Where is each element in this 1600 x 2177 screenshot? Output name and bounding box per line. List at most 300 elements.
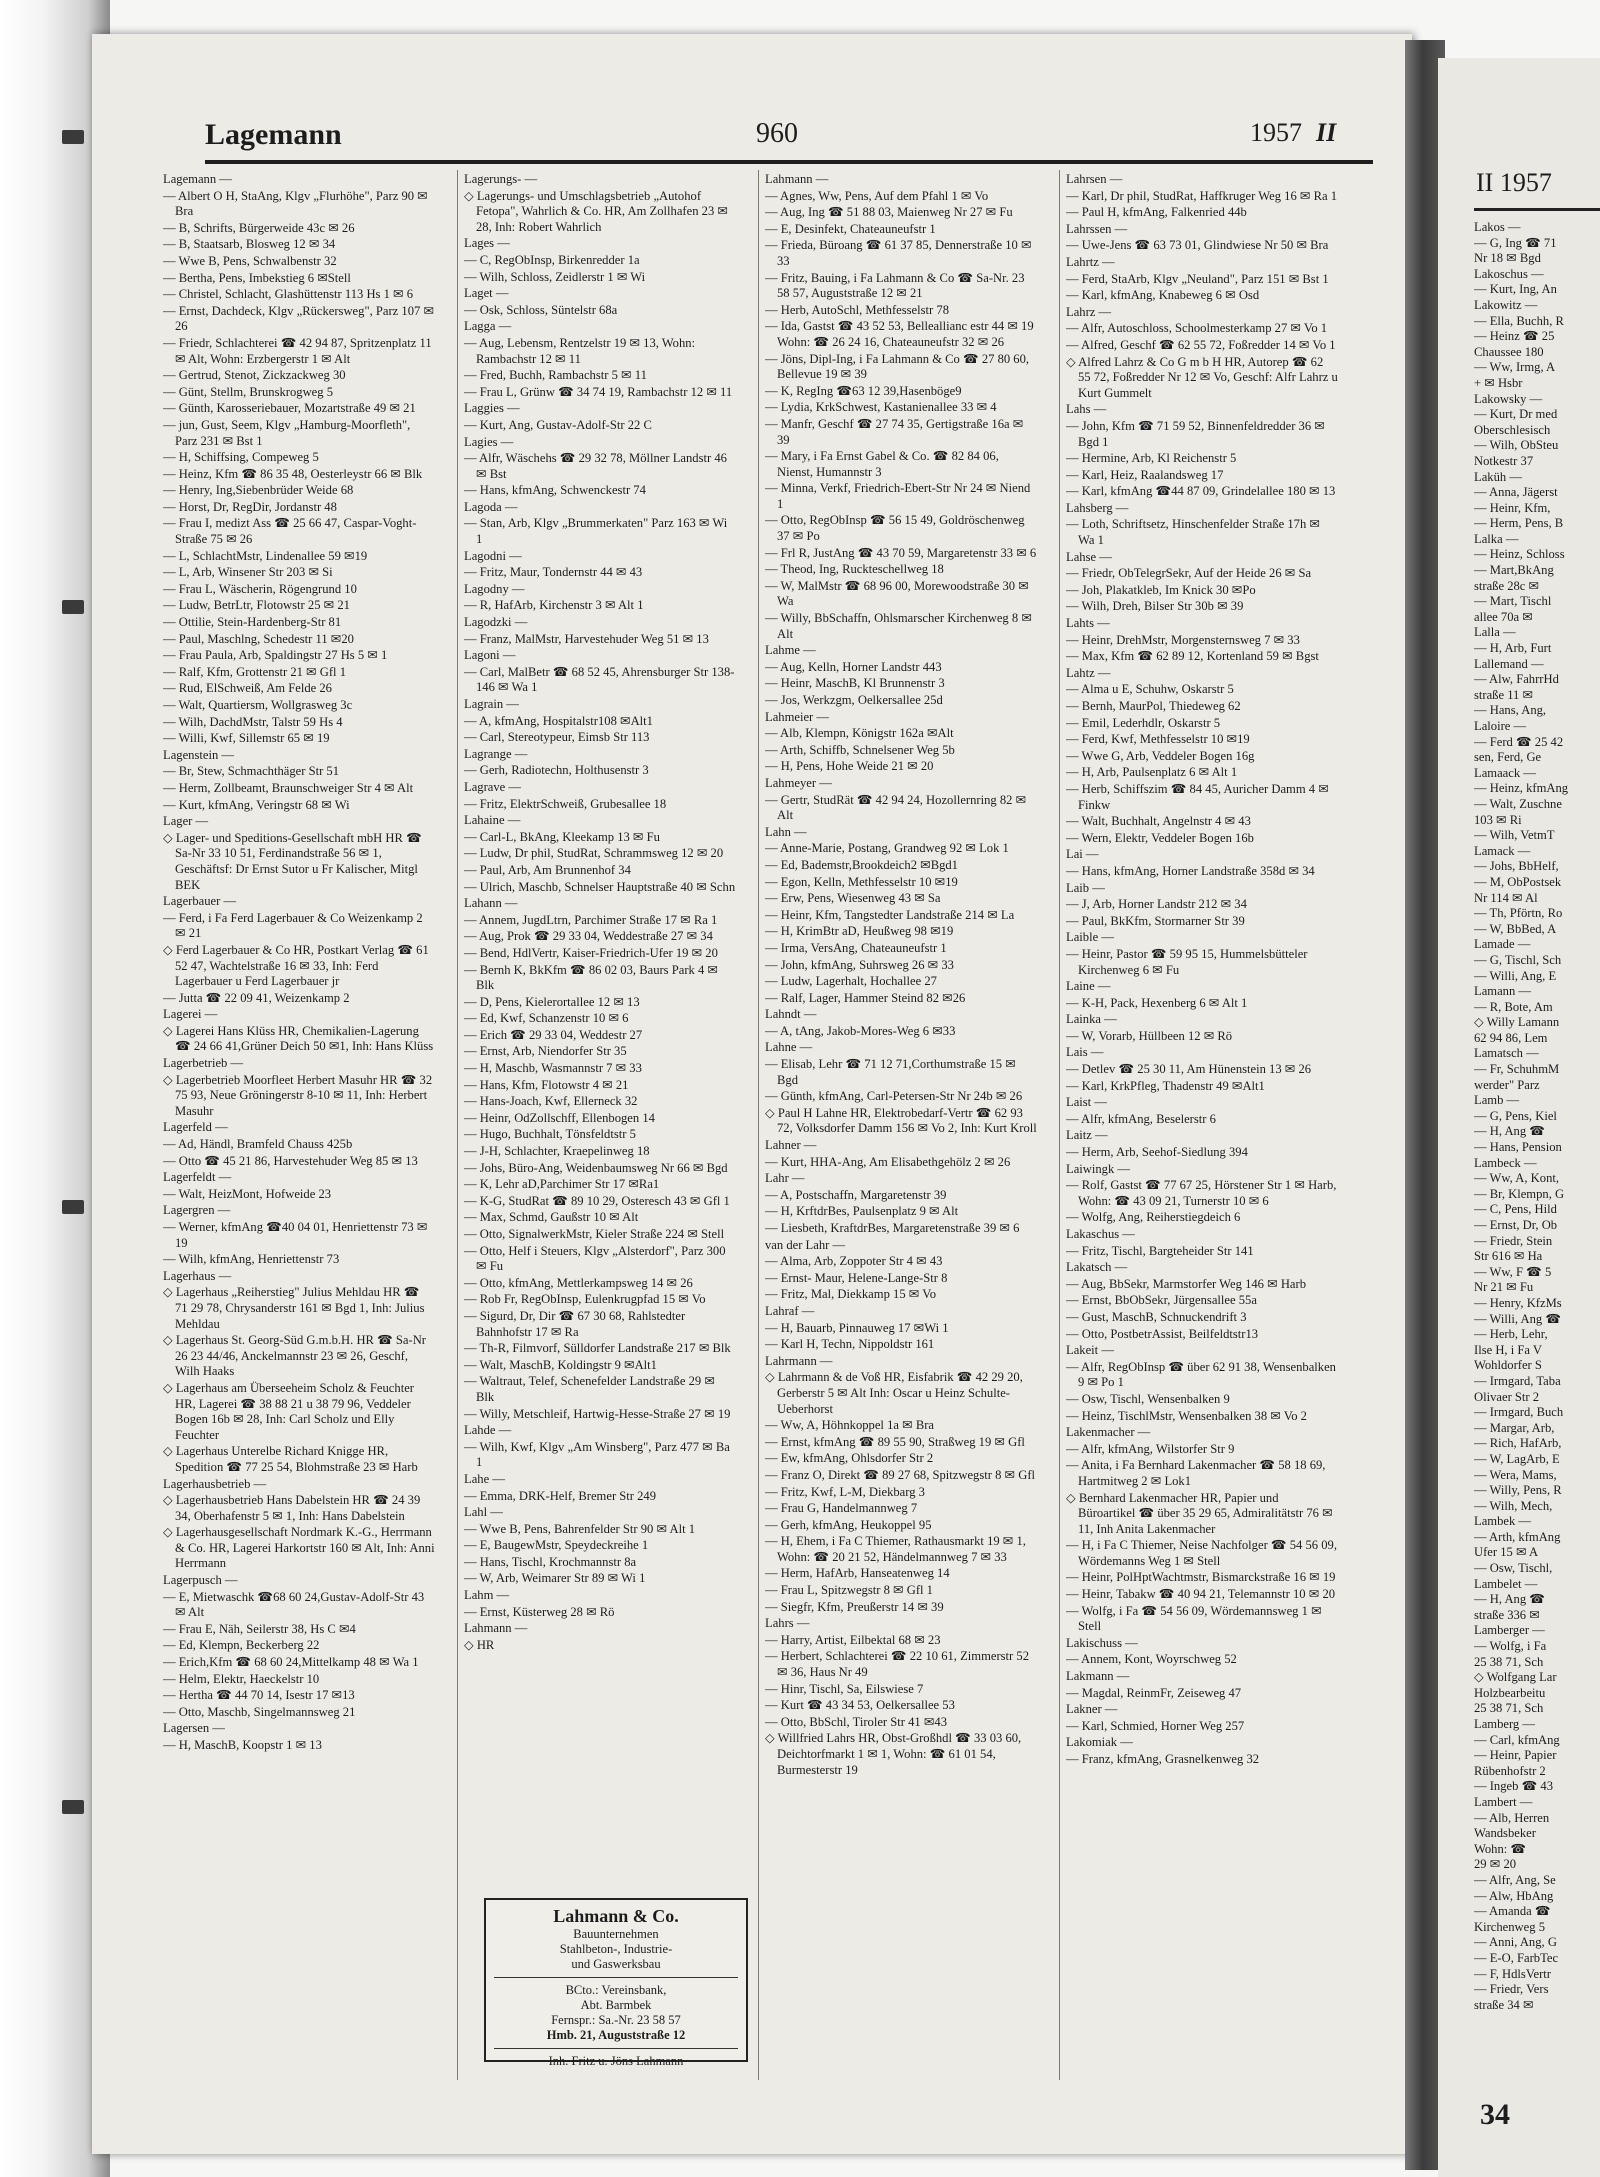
next-page-entry: — Anna, Jägerst (1474, 485, 1558, 500)
directory-entry: Lakatsch — (1066, 1260, 1128, 1275)
next-page-entry: — Br, Klempn, G (1474, 1186, 1565, 1201)
directory-entry: — Ed, Klempn, Beckerberg 22 (163, 1638, 320, 1653)
next-page-entry: — Mart,BkAng (1474, 563, 1554, 578)
directory-entry: — Fritz, Kwf, L-M, Diekbarg 3 (765, 1484, 925, 1499)
directory-entry: — E, Mietwaschk ☎68 60 24,Gustav-Adolf-Str 43 ✉ Alt (163, 1589, 425, 1620)
directory-entry: — Helm, Elektr, Haeckelstr 10 (163, 1671, 320, 1686)
directory-entry: — Heinr, MaschB, Kl Brunnenstr 3 (765, 676, 945, 691)
next-page-entry: Oberschlesisch (1474, 422, 1551, 437)
directory-entry: — Erich ☎ 29 33 04, Weddestr 27 (464, 1027, 643, 1042)
header-rule (205, 160, 1373, 164)
directory-entry: — Max, Schmd, Gaußstr 10 ✉ Alt (464, 1210, 639, 1225)
directory-entry: — Alb, Klempn, Königstr 162a ✉Alt (765, 726, 954, 741)
directory-entry: — Gust, MaschB, Schnuckendrift 3 (1066, 1309, 1247, 1324)
next-page-entry: Lambelet — (1474, 1576, 1538, 1591)
directory-entry: — Otto ☎ 45 21 86, Harvestehuder Weg 85 ✉ 13 (163, 1153, 418, 1168)
directory-entry: Lai — (1066, 847, 1099, 862)
directory-entry: Lais — (1066, 1045, 1104, 1060)
directory-entry: — Ludw, Lagerhalt, Hochallee 27 (765, 974, 937, 989)
directory-entry: Lainka — (1066, 1012, 1117, 1027)
next-page-entry: Laloire — (1474, 719, 1527, 733)
header-volume: II (1316, 118, 1337, 147)
directory-entry: — Liesbeth, KraftdrBes, Margaretenstraße 39 ✉ 6 (765, 1221, 1020, 1235)
next-page-entry: Lakowsky — (1474, 391, 1543, 406)
directory-entry: Lahndt — (765, 1007, 817, 1022)
directory-entry: — Anita, i Fa Bernhard Lakenmacher ☎ 58 18 69, Hartmitweg 2 ✉ Lok1 (1066, 1458, 1326, 1488)
directory-entry: — Annem, JugdLtrn, Parchimer Straße 17 ✉ Ra 1 (464, 912, 718, 927)
directory-entry: — Harry, Artist, Eilbektal 68 ✉ 23 (765, 1632, 941, 1647)
directory-entry: — L, Arb, Winsener Str 203 ✉ Si (163, 565, 333, 580)
edge-mark (62, 1800, 84, 1814)
directory-entry: Lakmann — (1066, 1669, 1130, 1684)
next-page-entry: — Anni, Ang, G (1474, 1935, 1557, 1950)
directory-entry: Lagrange — (464, 746, 528, 761)
directory-entry: — Frieda, Büroang ☎ 61 37 85, Dennerstraße 10 ✉ 33 (765, 238, 1032, 268)
directory-entry: Lagies — (464, 434, 514, 449)
directory-entry: — Ernst, Küsterweg 28 ✉ Rö (464, 1604, 615, 1619)
next-page-entry: sen, Ferd, Ge (1474, 750, 1542, 765)
next-page-entry: — W, BbBed, A (1474, 921, 1557, 936)
next-page-entry: — Wilh, Mech, (1474, 1498, 1553, 1513)
next-page-entry: — Ww, Irmg, A (1474, 360, 1556, 375)
next-page-entry: — Kurt, Dr med (1474, 407, 1558, 422)
next-page-entry: — Kurt, Ing, An (1474, 282, 1557, 297)
directory-entry: — Ludw, Dr phil, StudRat, Schrammsweg 12 ✉ 20 (464, 846, 724, 861)
directory-entry: — Hans, Kfm, Flotowstr 4 ✉ 21 (464, 1077, 629, 1092)
directory-entry: — Henry, Ing,Siebenbrüder Weide 68 (163, 483, 354, 498)
directory-entry: — Frau L, Wäscherin, Rögengrund 10 (163, 581, 357, 596)
directory-entry: — Bend, HdlVertr, Kaiser-Friedrich-Ufer 19 ✉ 20 (464, 945, 718, 960)
directory-entry: — Jos, Werkzgm, Oelkersallee 25d (765, 693, 943, 707)
column-divider (758, 170, 759, 2080)
directory-entry: ◇ Lagerhausbetrieb Hans Dabelstein HR ☎ 24 39 34, Oberhafenstr 5 ✉ 1, Inh: Hans Dabelstein (163, 1493, 421, 1523)
directory-entry: Lagenstein — (163, 747, 234, 762)
directory-entry: — K, RegIng ☎63 12 39,Hasenböge9 (765, 383, 962, 398)
directory-entry: — Wwe B, Pens, Bahrenfelder Str 90 ✉ Alt 1 (464, 1521, 696, 1536)
directory-entry: — Ferd, i Fa Ferd Lagerbauer & Co Weizenkamp 2 ✉ 21 (163, 910, 423, 941)
directory-entry: — Horst, Dr, RegDir, Jordanstr 48 (163, 499, 337, 514)
directory-entry: — Frl R, JustAng ☎ 43 70 59, Margaretenstr 33 ✉ 6 (765, 545, 1037, 560)
next-page-entry: ◇ Wolfgang Lar (1474, 1670, 1557, 1685)
directory-entry: — Wilh, kfmAng, Henriettenstr 73 (163, 1252, 340, 1267)
directory-entry: Laine — (1066, 979, 1111, 994)
column-divider (457, 170, 458, 2080)
next-page-entry: 25 38 71, Sch (1474, 1701, 1544, 1716)
directory-entry: Laget — (464, 286, 509, 301)
directory-entry: — Friedr, Schlachterei ☎ 42 94 87, Spritzenplatz 11 ✉ Alt, Wohn: Erzbergerstr 1 ✉ Alt (163, 335, 432, 366)
next-page-entry: — G, Pens, Kiel (1474, 1108, 1557, 1123)
next-page-entry: — E-O, FarbTec (1474, 1950, 1559, 1965)
next-page-entry: Lambeck — (1474, 1155, 1537, 1170)
directory-entry: — Emma, DRK-Helf, Bremer Str 249 (464, 1488, 657, 1503)
directory-entry: — Willy, BbSchaffn, Ohlsmarscher Kirchenweg 8 ✉ Alt (765, 611, 1032, 641)
next-page-entry: — Heinr, Papier (1474, 1748, 1557, 1763)
directory-entry: — A, kfmAng, Hospitalstr108 ✉Alt1 (464, 713, 653, 728)
directory-entry: ◇ Lagerhaus am Überseeheim Scholz & Feuchter HR, Lagerei ☎ 38 88 21 u 38 79 96, Veddeler Bogen 16b ✉ 28, Inh: Carl Scholz und Elly Feuchter (163, 1380, 414, 1442)
directory-entry: — Irma, VersAng, Chateauneufstr 1 (765, 940, 947, 955)
directory-entry: — H, Schiffsing, Compeweg 5 (163, 450, 319, 465)
directory-entry: ◇ HR (464, 1637, 495, 1652)
next-page-entry: — Herb, Lehr, (1474, 1327, 1548, 1342)
directory-entry: — Herm, HafArb, Hanseatenweg 14 (765, 1566, 950, 1581)
next-page-entry: — Mart, Tischl (1474, 594, 1552, 609)
directory-entry: — Osw, Tischl, Wensenbalken 9 (1066, 1391, 1230, 1406)
next-page-entry: straße 336 ✉ (1474, 1607, 1540, 1622)
directory-entry: Lagoni — (464, 648, 516, 663)
directory-entry: — H, Bauarb, Pinnauweg 17 ✉Wi 1 (765, 1320, 949, 1335)
next-page-entry: Lamann — (1474, 984, 1532, 999)
directory-entry: — Günth, kfmAng, Carl-Petersen-Str Nr 24b ✉ 26 (765, 1089, 1023, 1104)
directory-entry: — Erw, Pens, Wiesenweg 43 ✉ Sa (765, 891, 941, 906)
next-page-header: II 1957 (1476, 168, 1552, 197)
directory-entry: — Bernh, MaurPol, Thiedeweg 62 (1066, 699, 1241, 713)
directory-entry: — Egon, Kelln, Methfesselstr 10 ✉19 (765, 874, 958, 889)
directory-entry: ◇ Willfried Lahrs HR, Obst-Großhdl ☎ 33 03 60, Deichtorfmarkt 1 ✉ 1, Wohn: ☎ 61 01 54, Burmesterstr 19 (765, 1731, 1022, 1777)
next-page-entry: — Alw, HbAng (1474, 1888, 1554, 1903)
next-page-entry: — Henry, KfzMs (1474, 1295, 1562, 1310)
directory-entry: — Walt, Quartiersm, Wollgrasweg 3c (163, 698, 353, 712)
directory-entry: — Ralf, Lager, Hammer Steind 82 ✉26 (765, 990, 966, 1005)
directory-entry: — Kurt, kfmAng, Veringstr 68 ✉ Wi (163, 797, 350, 812)
directory-entry: Lahde — (464, 1423, 512, 1438)
directory-entry: Lahmeyer — (765, 775, 832, 790)
directory-entry: — Ferd, Kwf, Methfesselstr 10 ✉19 (1066, 732, 1250, 747)
directory-entry: van der Lahr — (765, 1237, 846, 1252)
directory-entry: — John, kfmAng, Suhrsweg 26 ✉ 33 (765, 957, 954, 972)
directory-entry: — Heinz, TischlMstr, Wensenbalken 38 ✉ Vo 2 (1066, 1408, 1307, 1423)
next-page-entry: Lamberger — (1474, 1623, 1545, 1638)
next-page-entry: Lamatsch — (1474, 1046, 1539, 1061)
directory-entry: Lahaine — (464, 813, 521, 828)
next-page-entry: ◇ Willy Lamann (1474, 1015, 1560, 1030)
directory-entry: Laist — (1066, 1095, 1107, 1110)
next-page-rule (1474, 208, 1600, 211)
next-page-entry: — Wera, Mams, (1474, 1467, 1557, 1482)
directory-entry: — H, Pens, Hohe Weide 21 ✉ 20 (765, 759, 934, 774)
next-page-entry: — Arth, kfmAng (1474, 1529, 1561, 1544)
directory-entry: — H, Maschb, Wasmannstr 7 ✉ 33 (464, 1061, 642, 1076)
directory-entry: — Walt, MaschB, Koldingstr 9 ✉Alt1 (464, 1357, 657, 1372)
next-page-entry: Lamack — (1474, 843, 1531, 858)
directory-entry: Lahts — (1066, 616, 1110, 631)
directory-entry: Lahse — (1066, 549, 1112, 564)
directory-entry: — H, Ehem, i Fa C Thiemer, Rathausmarkt 19 ✉ 1, Wohn: ☎ 20 21 52, Händelmannweg 7 ✉ 33 (765, 1534, 1026, 1564)
directory-entry: Lagerbauer — (163, 894, 237, 909)
next-page-entry: Chaussee 180 (1474, 344, 1544, 359)
next-page-entry: Lamb — (1474, 1093, 1520, 1108)
directory-entry: — Detlev ☎ 25 30 11, Am Hünenstein 13 ✉ 26 (1066, 1062, 1312, 1077)
next-page-entry: Lambert — (1474, 1794, 1533, 1809)
directory-entry: — J-H, Schlachter, Kraepelinweg 18 (464, 1144, 650, 1159)
directory-entry: ◇ Lagerhausgesellschaft Nordmark K.-G., Herrmann & Co. HR, Lagerei Harkortstr 160 ✉ Alt, Inh: Anni Herrmann (163, 1525, 435, 1571)
directory-entry: Lagerbetrieb — (163, 1056, 244, 1071)
directory-entry: — E, Desinfekt, Chateauneufstr 1 (765, 221, 936, 236)
next-page-entry: — Rich, HafArb, (1474, 1436, 1562, 1451)
directory-entry: Lahr — (765, 1171, 805, 1186)
directory-entry: — Jöns, Dipl-Ing, i Fa Lahmann & Co ☎ 27 80 60, Bellevue 19 ✉ 39 (765, 351, 1030, 382)
next-page-entry: Notkestr 37 (1474, 453, 1534, 468)
next-page-entry: straße 28c ✉ (1474, 578, 1540, 593)
directory-entry: — Aug, Ing ☎ 51 88 03, Maienweg Nr 27 ✉ Fu (765, 205, 1013, 220)
directory-entry: Lagerei — (163, 1007, 218, 1022)
next-page-entry: — Herm, Pens, B (1474, 516, 1564, 531)
directory-entry: — W, Vorarb, Hüllbeen 12 ✉ Rö (1066, 1028, 1233, 1043)
directory-entry: ◇ Paul H Lahne HR, Elektrobedarf-Vertr ☎ 62 93 72, Volksdorfer Damm 156 ✉ Vo 2, Inh: Kurt Kroll (765, 1105, 1037, 1136)
directory-entry: — Hans, kfmAng, Horner Landstraße 358d ✉ 34 (1066, 863, 1315, 878)
directory-entry: — H, KrftdrBes, Paulsenplatz 9 ✉ Alt (765, 1204, 959, 1219)
directory-entry: — Arth, Schiffb, Schnelsener Weg 5b (765, 742, 955, 757)
directory-entry: Lahmann — (765, 172, 829, 186)
ad-line: Bauunternehmen (573, 1927, 659, 1941)
directory-entry: — Manfr, Geschf ☎ 27 74 35, Gertigstraße 16a ✉ 39 (765, 416, 1024, 447)
directory-entry: — Ew, kfmAng, Ohlsdorfer Str 2 (765, 1451, 934, 1466)
directory-entry: — Heinr, Pastor ☎ 59 95 15, Hummelsbütteler Kirchenweg 6 ✉ Fu (1066, 946, 1308, 977)
next-page-entry: — C, Pens, Hild (1474, 1202, 1557, 1217)
next-page-entry: Nr 18 ✉ Bgd (1474, 251, 1541, 266)
directory-entry: Lahsberg — (1066, 500, 1129, 515)
directory-entry: — Franz, MalMstr, Harvestehuder Weg 51 ✉ 13 (464, 631, 709, 646)
edge-mark (62, 600, 84, 614)
page-header-name: Lagemann (205, 118, 342, 151)
directory-entry: Lahrssen — (1066, 221, 1128, 236)
directory-entry: Lakeit — (1066, 1343, 1114, 1358)
directory-column-2 (464, 172, 736, 1892)
directory-entry: — A, tAng, Jakob-Mores-Weg 6 ✉33 (765, 1023, 956, 1038)
directory-entry: ◇ Lagerei Hans Klüss HR, Chemikalien-Lagerung ☎ 24 66 41,Grüner Deich 50 ✉1, Inh: Hans Klüss (163, 1023, 434, 1054)
directory-entry: — Herm, Zollbeamt, Braunschweiger Str 4 ✉ Alt (163, 780, 414, 795)
directory-entry: Lagerhausbetrieb — (163, 1476, 267, 1491)
directory-entry: — Theod, Ing, Ruckteschellweg 18 (765, 562, 944, 577)
directory-entry: — Ed, Bademstr,Brookdeich2 ✉Bgd1 (765, 857, 958, 872)
directory-entry: — Fritz, Maur, Tondernstr 44 ✉ 43 (464, 565, 643, 580)
directory-entry: — Ernst, kfmAng ☎ 89 55 90, Straßweg 19 ✉ Gfl (765, 1434, 1025, 1449)
next-page-entry: 29 ✉ 20 (1474, 1857, 1517, 1872)
directory-entry: Lahner — (765, 1138, 817, 1153)
next-page-entry: — Ingeb ☎ 43 (1474, 1779, 1553, 1794)
directory-entry: — Ernst, Dachdeck, Klgv „Rückersweg", Parz 107 ✉ 26 (163, 303, 434, 334)
directory-entry: — Agnes, Ww, Pens, Auf dem Pfahl 1 ✉ Vo (765, 188, 989, 203)
next-page-entry: Lamaack — (1474, 765, 1536, 780)
directory-entry: Lagersen — (163, 1721, 225, 1736)
next-page-entry: straße 11 ✉ (1474, 687, 1534, 702)
next-page-entry: — Ww, F ☎ 5 (1474, 1264, 1552, 1279)
directory-entry: — Günt, Stellm, Brunskrogweg 5 (163, 384, 334, 399)
directory-entry: Lahne — (765, 1040, 813, 1055)
directory-entry: Lagrain — (464, 697, 519, 711)
directory-entry: — Hans, Tischl, Krochmannstr 8a (464, 1554, 637, 1569)
next-page-entry: — F, HdlsVertr (1474, 1966, 1552, 1981)
directory-entry: — Aug, BbSekr, Marmstorfer Weg 146 ✉ Harb (1066, 1276, 1306, 1291)
directory-entry: — Albert O H, StaAng, Klgv „Flurhöhe", Parz 90 ✉ Bra (163, 188, 428, 219)
next-page-entry: Lalka — (1474, 531, 1519, 546)
directory-entry: — Heinr, OdZollschff, Ellenbogen 14 (464, 1110, 655, 1125)
directory-entry: Lagodny — (464, 581, 525, 596)
directory-column-1 (163, 172, 435, 2092)
directory-entry: — Heinz, Kfm ☎ 86 35 48, Oesterleystr 66 ✉ Blk (163, 466, 423, 481)
directory-entry: — Herb, AutoSchl, Methfesselstr 78 (765, 302, 949, 317)
next-page-entry: — Walt, Zuschne (1474, 796, 1562, 811)
directory-entry: — Werner, kfmAng ☎40 04 01, Henriettenstr 73 ✉ 19 (163, 1220, 428, 1250)
next-page-entry: — Heinz ☎ 25 (1474, 329, 1555, 344)
directory-entry: — Alfr, Autoschloss, Schoolmesterkamp 27 ✉ Vo 1 (1066, 321, 1328, 336)
next-page-entry: — Willi, Ang, E (1474, 968, 1557, 983)
directory-entry: ◇ Lahrmann & de Voß HR, Eisfabrik ☎ 42 29 20, Gerberstr 5 ✉ Alt Inh: Oscar u Heinz Schulte-Ueberhorst (765, 1370, 1023, 1416)
next-page-entry: — Ernst, Dr, Ob (1474, 1218, 1558, 1232)
next-page-entry: Lamberg — (1474, 1717, 1535, 1731)
next-page-entry: Nr 21 ✉ Fu (1474, 1280, 1534, 1295)
next-page-entry: — W, LagArb, E (1474, 1451, 1560, 1466)
directory-entry: — Karl H, Techn, Nippoldstr 161 (765, 1337, 935, 1352)
advertisement-box (484, 1898, 748, 2068)
directory-entry: Lagerfeldt — (163, 1170, 232, 1185)
directory-entry: Lahe — (464, 1471, 505, 1486)
directory-entry: — Wern, Elektr, Veddeler Bogen 16b (1066, 830, 1254, 845)
directory-entry: — Emil, Lederhdlr, Oskarstr 5 (1066, 715, 1221, 730)
directory-entry: ◇ Lagerbetrieb Moorfleet Herbert Masuhr HR ☎ 32 75 93, Neue Gröningerstr 8-10 ✉ 11, Inh: Herbert Masuhr (163, 1072, 433, 1118)
directory-entry: — Walt, HeizMont, Hofweide 23 (163, 1186, 332, 1201)
next-page-entry: — Irmgard, Taba (1474, 1373, 1561, 1388)
directory-entry: — Ferd, StaArb, Klgv „Neuland", Parz 151 ✉ Bst 1 (1066, 271, 1329, 286)
directory-entry: — Frau I, medizt Ass ☎ 25 66 47, Caspar-Voght-Straße 75 ✉ 26 (163, 516, 417, 547)
directory-entry: — Fritz, Tischl, Bargteheider Str 141 (1066, 1243, 1254, 1258)
directory-entry: — Jutta ☎ 22 09 41, Weizenkamp 2 (163, 990, 350, 1005)
directory-entry: Lagga — (464, 319, 512, 334)
directory-entry: Lager — (163, 814, 209, 829)
directory-entry: Lages — (464, 236, 510, 251)
directory-entry: — Friedr, ObTelegrSekr, Auf der Heide 26 ✉ Sa (1066, 566, 1312, 581)
directory-entry: — L, SchlachtMstr, Lindenallee 59 ✉19 (163, 548, 368, 563)
ad-bank-line: Abt. Barmbek (580, 1998, 652, 2012)
next-page-entry: — Margar, Arb, (1474, 1420, 1555, 1435)
directory-entry: — Kurt, Ang, Gustav-Adolf-Str 22 C (464, 417, 652, 432)
next-page-entry: Lakos — (1474, 220, 1521, 234)
directory-entry: — Ad, Händl, Bramfeld Chauss 425b (163, 1137, 353, 1152)
directory-entry: — Heinr, Kfm, Tangstedter Landstraße 214 ✉ La (765, 907, 1015, 922)
directory-entry: — Heinr, Tabakw ☎ 40 94 21, Telemannstr 10 ✉ 20 (1066, 1587, 1336, 1602)
directory-entry: — Karl, kfmAng, Knabeweg 6 ✉ Osd (1066, 288, 1260, 303)
next-page-entry: — Irmgard, Buch (1474, 1405, 1564, 1420)
directory-entry: — Franz, kfmAng, Grasnelkenweg 32 (1066, 1752, 1260, 1766)
next-page-entry: — Willi, Ang ☎ (1474, 1311, 1562, 1326)
directory-entry: — Frau Paula, Arb, Spaldingstr 27 Hs 5 ✉ 1 (163, 648, 388, 663)
directory-entry: — Wwe G, Arb, Veddeler Bogen 16g (1066, 748, 1255, 763)
directory-entry: — Carl, Stereotypeur, Eimsb Str 113 (464, 730, 650, 745)
directory-entry: — H, Arb, Paulsenplatz 6 ✉ Alt 1 (1066, 765, 1238, 780)
next-page-entry: — Th, Pförtn, Ro (1474, 906, 1563, 921)
next-page-entry: Holzbearbeitu (1474, 1685, 1546, 1700)
directory-entry: — Osk, Schloss, Süntelstr 68a (464, 302, 618, 317)
next-page-entry: — H, Ang ☎ (1474, 1124, 1545, 1139)
directory-entry: Lakenmacher — (1066, 1425, 1151, 1440)
directory-entry: — W, MalMstr ☎ 68 96 00, Morewoodstraße 30 ✉ Wa (765, 578, 1029, 609)
directory-entry: — Otto, Helf i Steuers, Klgv „Alsterdorf", Parz 300 ✉ Fu (464, 1243, 726, 1274)
next-page-entry: straße 34 ✉ (1474, 1997, 1534, 2012)
directory-entry: — A, Postschaffn, Margaretenstr 39 (765, 1187, 947, 1202)
directory-entry: — Joh, Plakatkleb, Im Knick 30 ✉Po (1066, 582, 1256, 597)
directory-entry: — H, i Fa C Thiemer, Neise Nachfolger ☎ 54 56 09, Wördemanns Weg 1 ✉ Stell (1066, 1538, 1337, 1568)
directory-entry: — Paul H, kfmAng, Falkenried 44b (1066, 205, 1247, 220)
next-page-entry: — Hans, Pension (1474, 1140, 1562, 1155)
directory-entry: — W, Arb, Weimarer Str 89 ✉ Wi 1 (464, 1571, 646, 1586)
ad-separator (494, 2048, 738, 2049)
directory-entry: — Fritz, Bauing, i Fa Lahmann & Co ☎ Sa-Nr. 23 58 57, Auguststraße 12 ✉ 21 (765, 270, 1025, 301)
next-page-entry: — Fr, SchuhmM (1474, 1062, 1560, 1077)
next-page-entry: Laküh — (1474, 469, 1522, 484)
directory-entry: — jun, Gust, Seem, Klgv „Hamburg-Moorfleth", Parz 231 ✉ Bst 1 (163, 417, 411, 448)
next-page-entry: Lamade — (1474, 937, 1531, 952)
directory-entry: — Elisab, Lehr ☎ 71 12 71,Corthumstraße 15 ✉ Bgd (765, 1057, 1016, 1087)
column-divider (1059, 170, 1060, 2080)
directory-entry: — Herm, Arb, Seehof-Siedlung 394 (1066, 1145, 1248, 1160)
directory-entry: — Karl, Schmied, Horner Weg 257 (1066, 1718, 1245, 1733)
directory-entry: — K-G, StudRat ☎ 89 10 29, Osteresch 43 ✉ Gfl 1 (464, 1193, 730, 1208)
directory-entry: — Ottilie, Stein-Hardenberg-Str 81 (163, 615, 342, 630)
directory-entry: — Wilh, Schloss, Zeidlerstr 1 ✉ Wi (464, 269, 646, 284)
next-page-entry: — M, ObPostsek (1474, 874, 1562, 889)
directory-entry: — Waltraut, Telef, Schenefelder Landstraße 29 ✉ Blk (464, 1374, 715, 1404)
directory-entry: Lahann — (464, 896, 518, 911)
directory-entry: — Mary, i Fa Ernst Gabel & Co. ☎ 82 84 06, Nienst, Humannstr 3 (765, 449, 999, 479)
directory-entry: Lagergren — (163, 1203, 231, 1218)
directory-entry: — Wilh, Dreh, Bilser Str 30b ✉ 39 (1066, 599, 1244, 614)
directory-entry: — Gertrud, Stenot, Zickzackweg 30 (163, 368, 346, 383)
next-page-entry: — Ferd ☎ 25 42 (1474, 734, 1564, 749)
directory-column-3 (765, 172, 1037, 2092)
directory-entry: — Carl-L, BkAng, Kleekamp 13 ✉ Fu (464, 829, 660, 844)
directory-entry: Lahn — (765, 824, 807, 839)
ad-line: und Gaswerksbau (571, 1957, 661, 1971)
directory-entry: — Hans, kfmAng, Schwenckestr 74 (464, 483, 646, 498)
next-page-entry: Ilse H, i Fa V (1474, 1342, 1542, 1357)
directory-entry: — Frau L, Spitzwegstr 8 ✉ Gfl 1 (765, 1583, 933, 1598)
directory-entry: — Karl, Heiz, Raalandsweg 17 (1066, 467, 1224, 482)
directory-entry: — Walt, Buchhalt, Angelnstr 4 ✉ 43 (1066, 814, 1251, 829)
next-page-number: 34 (1480, 2098, 1510, 2131)
directory-entry: Lagemann — (163, 172, 232, 186)
directory-entry: — Hans-Joach, Kwf, Ellerneck 32 (464, 1094, 638, 1109)
directory-entry: Lahrs — (765, 1616, 810, 1631)
directory-entry: — Siegfr, Kfm, Preußerstr 14 ✉ 39 (765, 1599, 944, 1614)
directory-entry: ◇ Lagerhaus Unterelbe Richard Knigge HR, Spedition ☎ 77 25 54, Blohmstraße 23 ✉ Harb (163, 1444, 418, 1474)
directory-entry: Lahtz — (1066, 665, 1111, 680)
directory-entry: — Otto, kfmAng, Mettlerkampsweg 14 ✉ 26 (464, 1275, 693, 1290)
header-year: 1957 (1250, 118, 1302, 147)
next-page-entry: — G, Tischl, Sch (1474, 952, 1562, 967)
next-page-entry: — Friedr, Stein (1474, 1233, 1553, 1248)
directory-entry: Lahrtz — (1066, 254, 1115, 269)
next-page-entry: — Ww, A, Kont, (1474, 1171, 1560, 1186)
directory-entry: — Karl, kfmAng ☎44 87 09, Grindelallee 180 ✉ 13 (1066, 484, 1336, 499)
next-page-entry: — G, Ing ☎ 71 (1474, 235, 1557, 250)
next-page-column (1474, 220, 1600, 2100)
directory-entry: — Hermine, Arb, Kl Reichenstr 5 (1066, 451, 1237, 466)
next-page-entry: — Heinr, Kfm, (1474, 500, 1551, 515)
next-page-entry: — Heinz, kfmAng (1474, 781, 1569, 796)
next-page-entry: — Johs, BbHelf, (1474, 859, 1559, 874)
next-page-entry: Wandsbeker (1474, 1826, 1536, 1841)
directory-entry: — Th-R, Filmvorf, Sülldorfer Landstraße 217 ✉ Blk (464, 1341, 731, 1356)
directory-entry: — K-H, Pack, Hexenberg 6 ✉ Alt 1 (1066, 995, 1248, 1010)
directory-column-4 (1066, 172, 1338, 2092)
directory-entry: — Ulrich, Maschb, Schnelser Hauptstraße 40 ✉ Schn (464, 879, 736, 894)
next-page-entry: — Ella, Buchh, R (1474, 313, 1564, 328)
next-page-entry: Rübenhofstr 2 (1474, 1763, 1546, 1778)
next-page-entry: 103 ✉ Ri (1474, 812, 1522, 827)
directory-entry: — Kurt, HHA-Ang, Am Elisabethgehölz 2 ✉ 26 (765, 1154, 1011, 1169)
next-page-entry: — Willy, Pens, R (1474, 1483, 1562, 1498)
directory-entry: — Kurt ☎ 43 34 53, Oelkersallee 53 (765, 1698, 955, 1713)
directory-entry: — John, Kfm ☎ 71 59 52, Binnenfeldredder 36 ✉ Bgd 1 (1066, 418, 1325, 449)
